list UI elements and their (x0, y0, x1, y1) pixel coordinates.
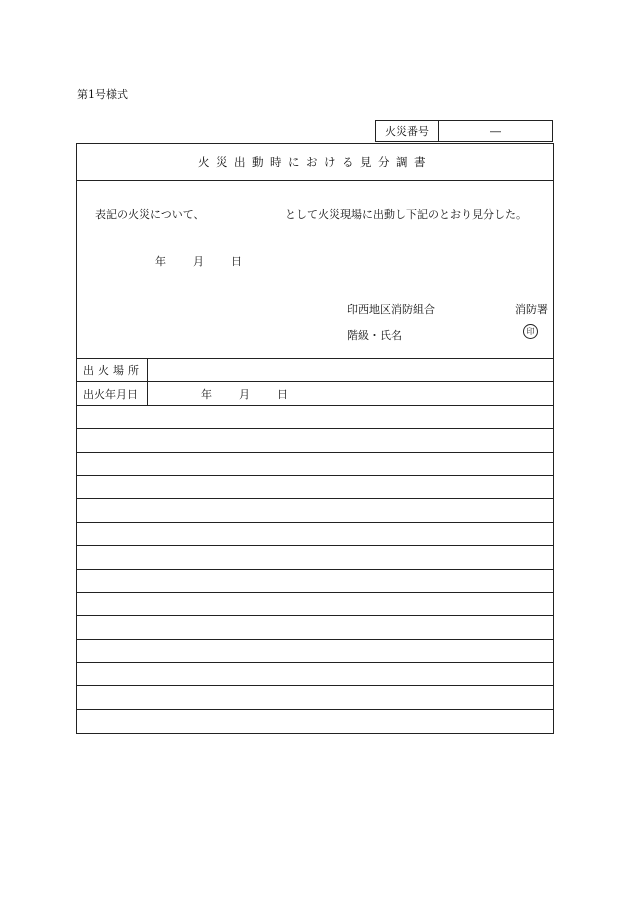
statement-text-2: として火災現場に出動し下記のとおり見分した。 (285, 208, 527, 221)
form-number-label: 第1号様式 (77, 88, 128, 101)
blank-row[interactable] (77, 406, 553, 429)
fire-number-value: ― (490, 124, 501, 138)
fire-number-label: 火災番号 (376, 121, 439, 141)
document-title: 火災出動時における見分調書 (77, 144, 553, 181)
blank-row[interactable] (77, 710, 553, 733)
table-row-fire-place (77, 359, 553, 382)
fire-date-day: 日 (277, 387, 288, 401)
blank-row[interactable] (77, 616, 553, 639)
fire-place-label: 出火場所 (77, 359, 148, 381)
statement-date (155, 253, 242, 269)
blank-row[interactable] (77, 640, 553, 663)
date-day-label: 日 (231, 255, 242, 268)
fire-date-value[interactable] (148, 382, 553, 404)
date-year-label: 年 (155, 255, 166, 268)
blank-row[interactable] (77, 593, 553, 616)
blank-row[interactable] (77, 663, 553, 686)
organization-name: 印西地区消防組合 (347, 303, 435, 316)
blank-row[interactable] (77, 499, 553, 522)
seal-mark: 印 (523, 324, 538, 339)
blank-row[interactable] (77, 453, 553, 476)
blank-row[interactable] (77, 523, 553, 546)
fire-date-month: 月 (239, 387, 250, 401)
blank-row[interactable] (77, 546, 553, 569)
blank-row[interactable] (77, 429, 553, 452)
statement-section (77, 181, 553, 359)
date-month-label: 月 (193, 255, 204, 268)
fire-number-box (375, 120, 553, 142)
rank-name-label: 階級・氏名 (347, 329, 402, 342)
inspection-record-table (76, 143, 554, 734)
fire-date-label: 出火年月日 (77, 382, 148, 404)
table-row-fire-date (77, 382, 553, 405)
fire-date-year: 年 (201, 387, 212, 401)
blank-row[interactable] (77, 476, 553, 499)
blank-row[interactable] (77, 686, 553, 709)
fire-place-value[interactable] (148, 359, 553, 381)
statement-text-1: 表記の火災について、 (95, 208, 205, 221)
blank-row[interactable] (77, 570, 553, 593)
department-name: 消防署 (515, 303, 548, 316)
